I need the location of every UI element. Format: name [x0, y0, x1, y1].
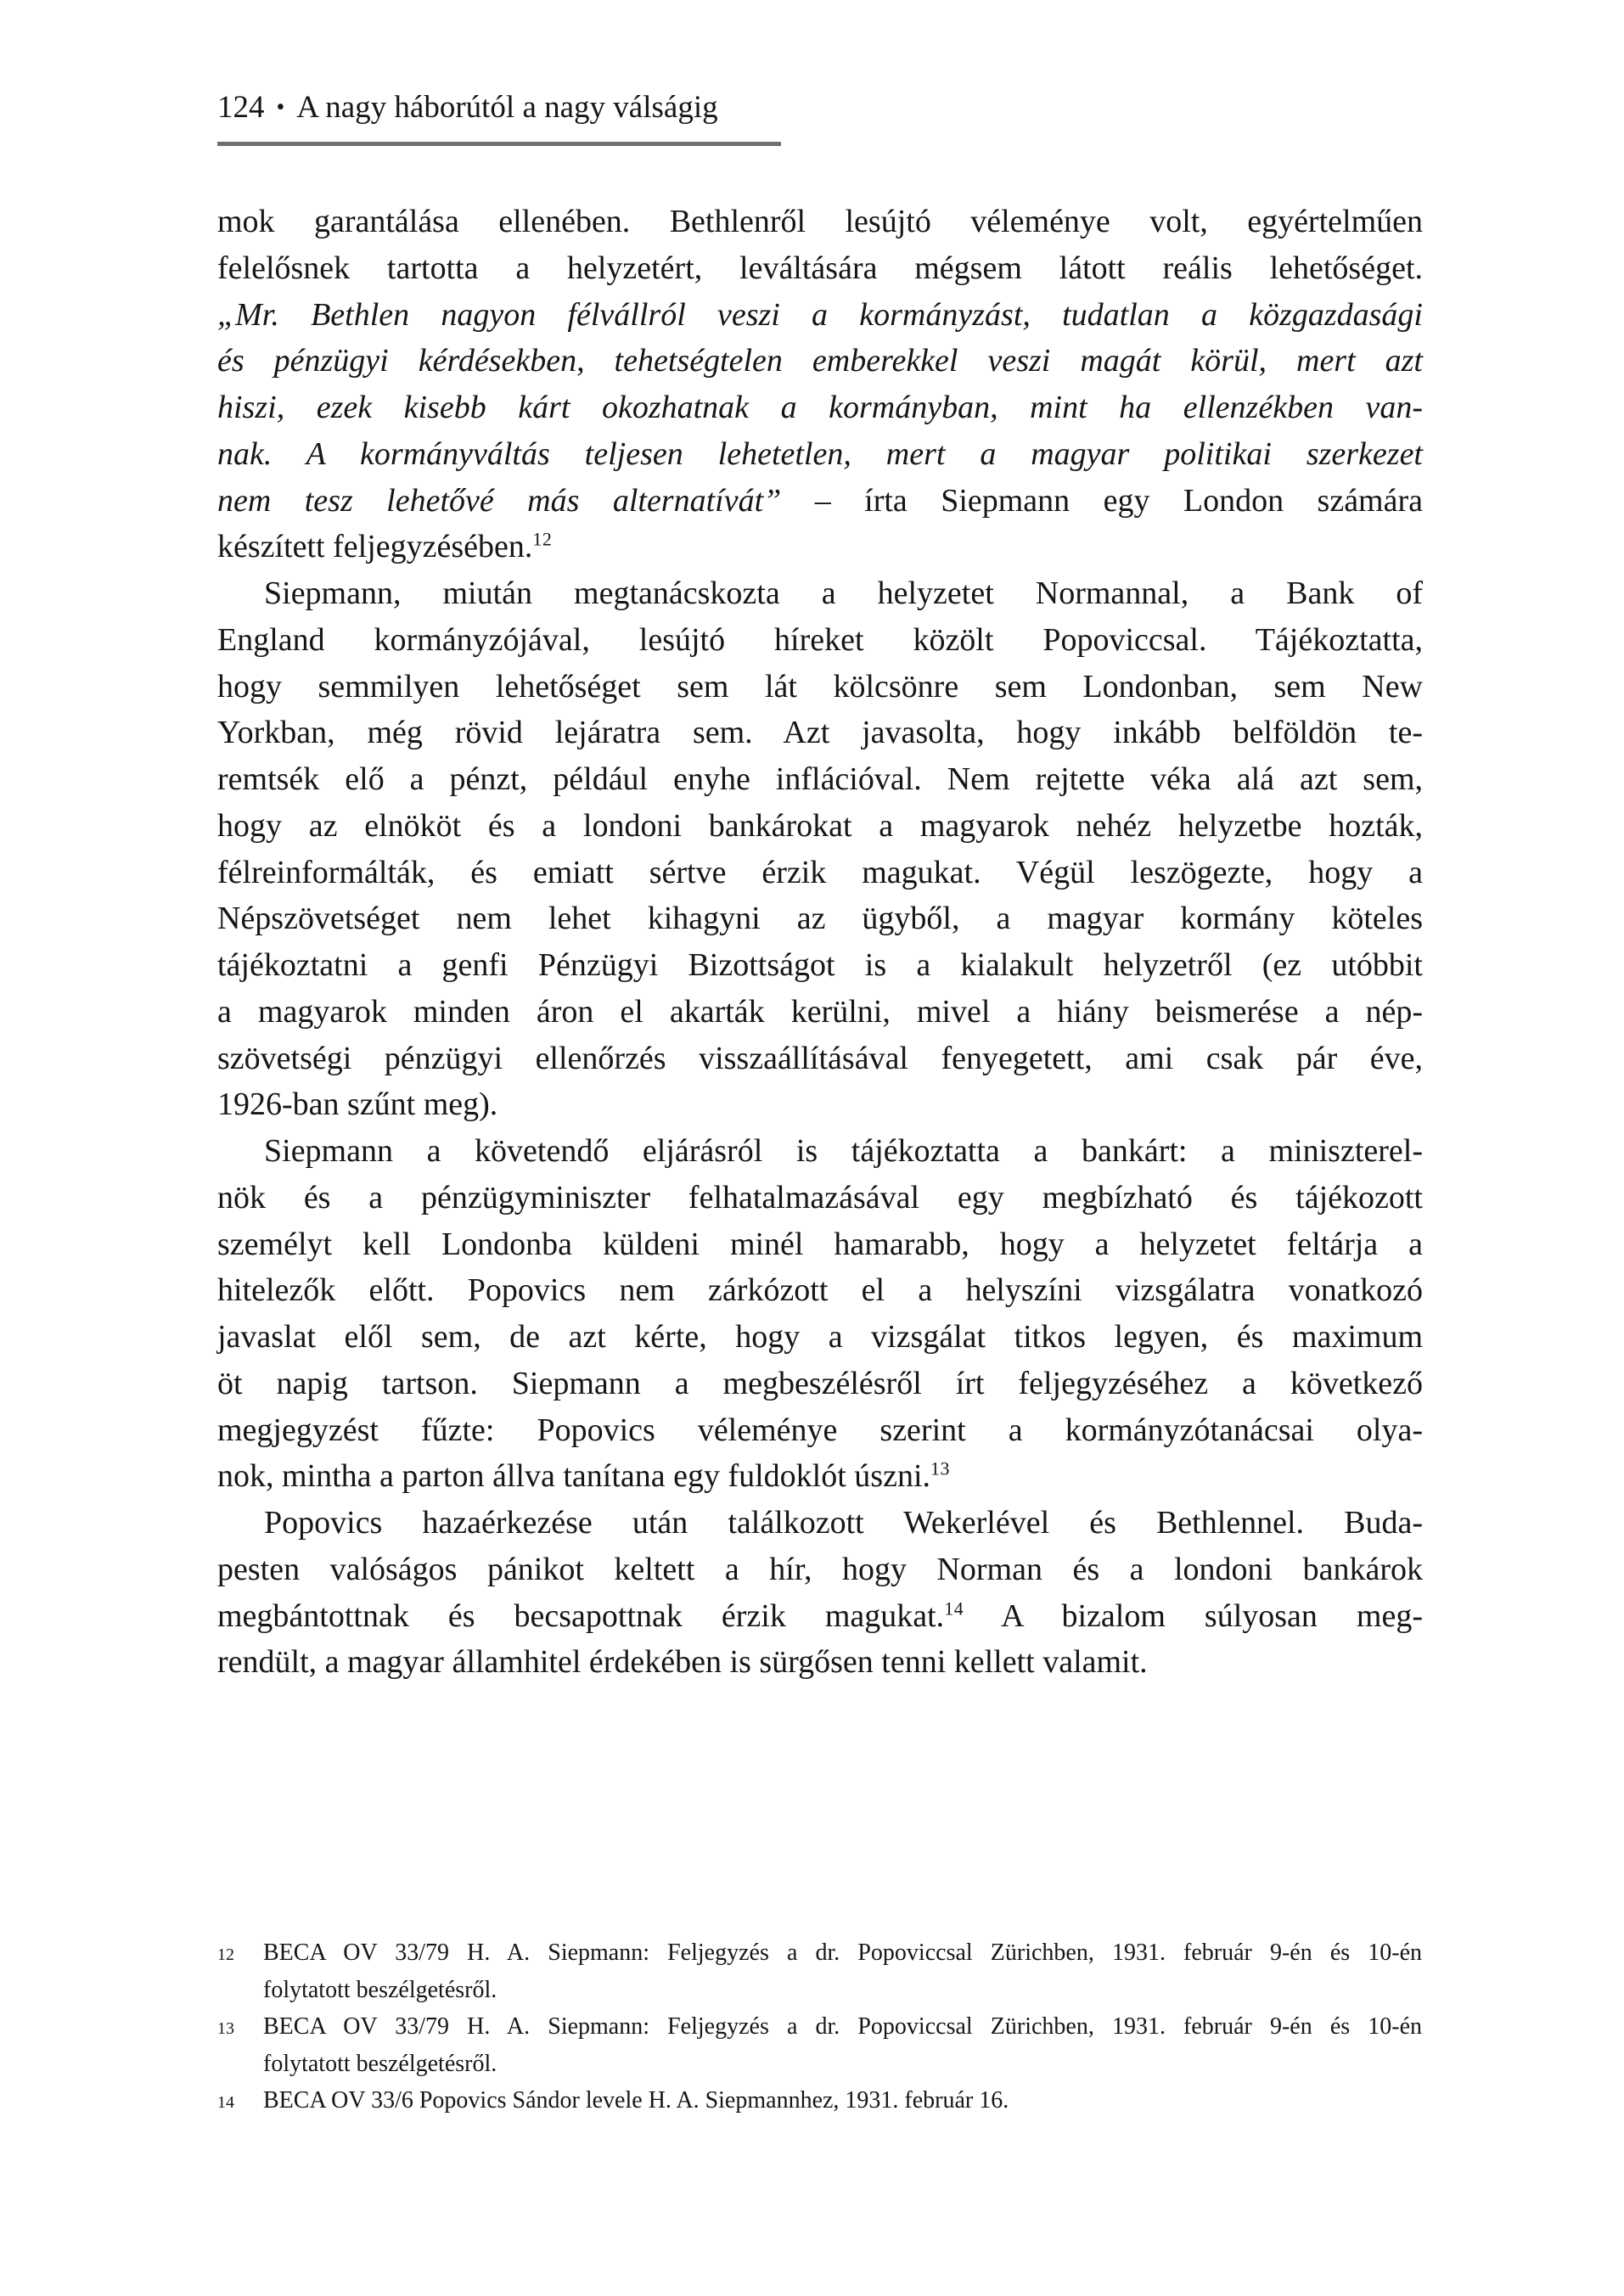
text-segment: A bizalom súlyosan meg-: [964, 1597, 1423, 1634]
text-segment: hitelezők előtt. Popovics nem zárkózott el a helyszíni vizsgálatra vonatkozó: [217, 1272, 1423, 1309]
text-line: [217, 1361, 1423, 1407]
text-line: [217, 524, 1423, 570]
text-segment: nak. A kormányváltás teljesen lehetetlen, mert a magyar politikai szerkezet: [217, 435, 1423, 472]
footnote-number: 13: [217, 2019, 234, 2038]
text-segment: 1926-ban szűnt meg).: [217, 1086, 498, 1123]
text-line: [217, 664, 1423, 710]
footnote-line: [263, 2046, 1422, 2083]
footnote-reference: 13: [930, 1457, 951, 1479]
text-segment: pesten valóságos pánikot keltett a hír, hogy Norman és a londoni bankárok: [217, 1551, 1423, 1587]
footnote-line: [263, 1972, 1422, 2009]
page-number: 124: [217, 90, 265, 125]
text-line: [217, 803, 1423, 850]
text-line: [217, 1267, 1423, 1314]
footnote-line: [263, 2008, 1422, 2046]
text-segment: Népszövetséget nem lehet kihagyni az ügyből, a magyar kormány köteles: [217, 901, 1423, 937]
footnote-number: 12: [217, 1945, 234, 1964]
body-paragraph: [217, 1500, 1423, 1686]
footnote: [217, 2082, 1422, 2119]
text-segment: javaslat elől sem, de azt kérte, hogy a vizsgálat titkos legyen, és maximum: [217, 1319, 1423, 1355]
text-line: [217, 1221, 1423, 1268]
header-rule: [217, 142, 781, 146]
header-bullet: •: [276, 94, 285, 121]
text-segment: személyt kell Londonba küldeni minél hamarabb, hogy a helyzetet feltárja a: [217, 1226, 1423, 1262]
footnote-text: BECA OV 33/79 H. A. Siepmann: Feljegyzés a dr. Popoviccsal Zürichben, 1931. február 9-én és 10-én: [263, 1940, 1422, 1966]
body-paragraph: [217, 1128, 1423, 1500]
text-line: [217, 850, 1423, 896]
text-line: [217, 1547, 1423, 1593]
text-segment: hogy semmilyen lehetőséget sem lát kölcsönre sem Londonban, sem New: [217, 668, 1423, 705]
text-segment: hiszi, ezek kisebb kárt okozhatnak a kormányban, mint ha ellenzékben van-: [217, 390, 1423, 425]
text-line: [217, 1128, 1423, 1175]
text-line: [217, 570, 1423, 617]
text-segment: félreinformálták, és emiatt sértve érzik magukat. Végül leszögezte, hogy a: [217, 854, 1423, 890]
text-line: [217, 292, 1423, 339]
text-segment: nök és a pénzügyminiszter felhatalmazásával egy megbízható és tájékozott: [217, 1179, 1423, 1215]
text-segment: szövetségi pénzügyi ellenőrzés visszaállításával fenyegetett, ami csak pár éve,: [217, 1040, 1423, 1076]
text-segment: remtsék elő a pénzt, például enyhe inflációval. Nem rejtette véka alá azt sem,: [217, 761, 1423, 797]
text-line: [217, 1453, 1423, 1500]
text-segment: Yorkban, még rövid lejáratra sem. Azt javasolta, hogy inkább belföldön te-: [217, 715, 1423, 751]
running-header: [217, 90, 1423, 126]
text-line: [217, 1500, 1423, 1547]
text-segment: – írta Siepmann egy London számára: [781, 482, 1424, 519]
text-segment: megbántottnak és becsapottnak érzik magukat.: [217, 1597, 945, 1634]
text-segment: és pénzügyi kérdésekben, tehetségtelen emberekkel veszi magát körül, mert azt: [217, 343, 1423, 379]
text-line: [217, 895, 1423, 942]
footnote-number: 14: [217, 2093, 234, 2112]
text-line: [217, 245, 1423, 292]
footnote-line: [263, 2082, 1422, 2119]
footnote-text: folytatott beszélgetésről.: [263, 1976, 497, 2003]
text-segment: öt napig tartson. Siepmann a megbeszélésről írt feljegyzéséhez a következő: [217, 1365, 1423, 1401]
text-segment: England kormányzójával, lesújtó híreket közölt Popoviccsal. Tájékoztatta,: [217, 621, 1423, 658]
text-segment: készített feljegyzésében.: [217, 529, 533, 565]
text-line: [217, 338, 1423, 385]
footnote-text: BECA OV 33/79 H. A. Siepmann: Feljegyzés a dr. Popoviccsal Zürichben, 1931. február 9-én és 10-én: [263, 2013, 1422, 2040]
footnote-text: BECA OV 33/6 Popovics Sándor levele H. A. Siepmannhez, 1931. február 16.: [263, 2087, 1009, 2114]
footnote-text: folytatott beszélgetésről.: [263, 2050, 497, 2077]
text-segment: „Mr. Bethlen nagyon félvállról veszi a kormányzást, tudatlan a közgazdasági: [217, 296, 1423, 333]
body-text-block: [217, 199, 1423, 1686]
footnote-reference: 12: [532, 528, 553, 550]
text-line: [217, 431, 1423, 478]
text-line: [217, 942, 1423, 989]
text-line: [217, 1314, 1423, 1361]
text-segment: felelősnek tartotta a helyzetért, leváltására mégsem látott reális lehetőséget.: [217, 250, 1423, 286]
text-line: [217, 478, 1423, 525]
text-line: [217, 1036, 1423, 1082]
footnote-reference: 14: [944, 1597, 964, 1619]
footnote: [217, 2008, 1422, 2082]
text-segment: Popovics hazaérkezése után találkozott Wekerlével és Bethlennel. Buda-: [264, 1505, 1423, 1541]
text-line: [217, 617, 1423, 664]
text-line: [217, 1081, 1423, 1128]
text-segment: Siepmann a követendő eljárásról is tájékoztatta a bankárt: a miniszterel-: [264, 1133, 1423, 1169]
text-line: [217, 1593, 1423, 1640]
text-line: [217, 756, 1423, 803]
footnote: [217, 1934, 1422, 2008]
text-segment: hogy az elnököt és a londoni bankárokat a magyarok nehéz helyzetbe hozták,: [217, 807, 1423, 844]
text-segment: a magyarok minden áron el akarták kerülni, mivel a hiány beismerése a nép-: [217, 993, 1423, 1030]
text-segment: nok, mintha a parton állva tanítana egy fuldoklót úszni.: [217, 1458, 931, 1495]
text-segment: mok garantálása ellenében. Bethlenről lesújtó véleménye volt, egyértelműen: [217, 204, 1423, 239]
text-segment: tájékoztatni a genfi Pénzügyi Bizottságot is a kialakult helyzetről (ez utóbbit: [217, 947, 1423, 983]
text-line: [217, 710, 1423, 756]
text-segment: megjegyzést fűzte: Popovics véleménye szerint a kormányzótanácsai olya-: [217, 1412, 1423, 1448]
footnote-line: [263, 1934, 1422, 1972]
text-segment: Siepmann, miután megtanácskozta a helyzetet Normannal, a Bank of: [264, 575, 1423, 611]
text-line: [217, 1175, 1423, 1221]
running-title: A nagy háborútól a nagy válságig: [296, 90, 718, 125]
text-line: [217, 1639, 1423, 1686]
text-line: [217, 385, 1423, 431]
text-segment: rendült, a magyar államhitel érdekében is sürgősen tenni kellett valamit.: [217, 1644, 1148, 1681]
text-segment: nem tesz lehetővé más alternatívát”: [217, 482, 782, 519]
body-paragraph: [217, 199, 1423, 570]
text-line: [217, 199, 1423, 245]
text-line: [217, 989, 1423, 1036]
body-paragraph: [217, 570, 1423, 1128]
text-line: [217, 1407, 1423, 1454]
footnotes-section: [217, 1934, 1422, 2119]
